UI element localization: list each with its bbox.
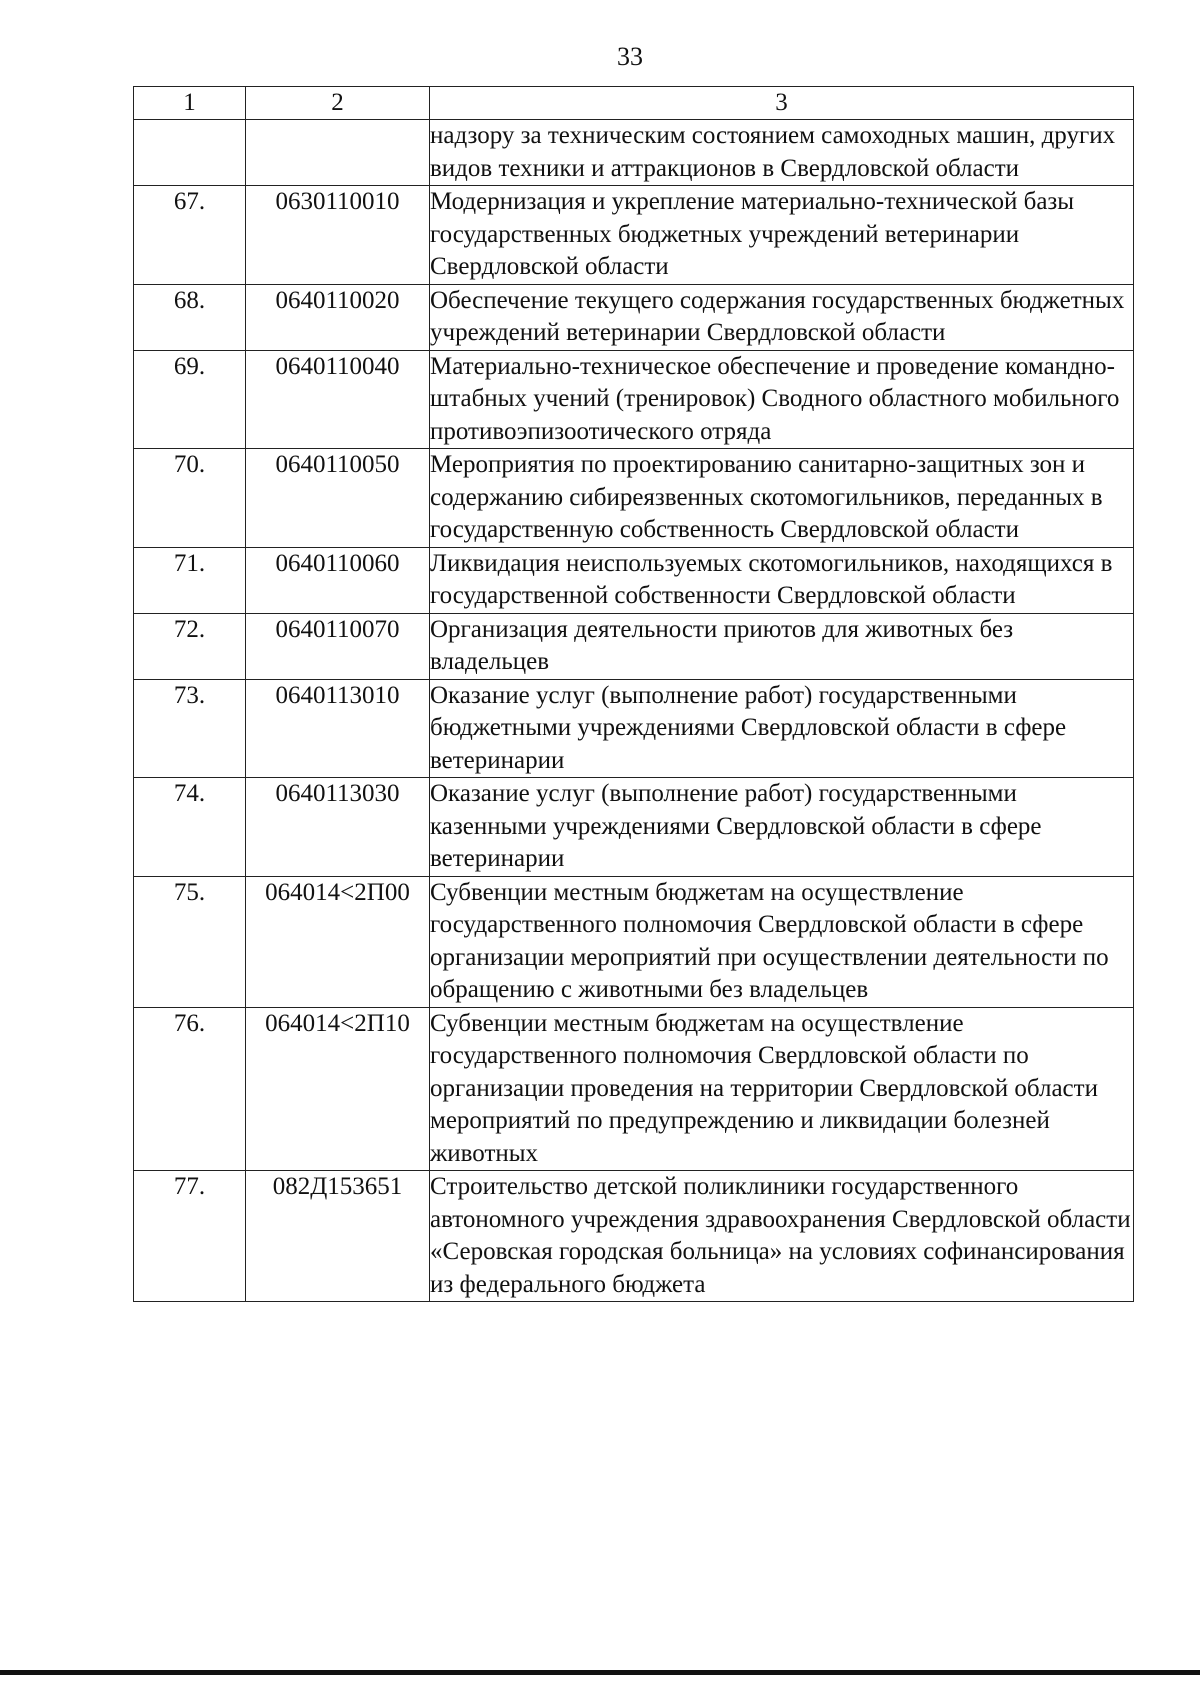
row-number: 68. [134,284,246,350]
page-bottom-border [0,1670,1200,1675]
row-code: 0640110070 [246,613,430,679]
column-header-code: 2 [246,87,430,120]
page-number: 33 [617,42,643,71]
row-description: надзору за техническим состоянием самоходных машин, других видов техники и аттракционов в Свердловской области [430,120,1134,186]
row-code: 0640113010 [246,679,430,778]
table-row [134,284,1134,350]
table-row [134,120,1134,186]
row-code: 0640110050 [246,449,430,548]
row-number: 75. [134,876,246,1007]
table-row [134,778,1134,877]
table-row [134,547,1134,613]
row-description: Обеспечение текущего содержания государственных бюджетных учреждений ветеринарии Свердловской области [430,284,1134,350]
row-code: 0640110040 [246,350,430,449]
table-row [134,1007,1134,1171]
row-number: 67. [134,186,246,285]
table-row [134,186,1134,285]
row-number: 69. [134,350,246,449]
row-description: Субвенции местным бюджетам на осуществление государственного полномочия Свердловской области по организации проведения на территории Свердловской области мероприятий по предупреждению и ликвидации болезней животных [430,1007,1134,1171]
table-row [134,876,1134,1007]
row-description: Мероприятия по проектированию санитарно-защитных зон и содержанию сибиреязвенных скотомогильников, переданных в государственную собственность Свердловской области [430,449,1134,548]
row-description: Ликвидация неиспользуемых скотомогильников, находящихся в государственной собственности Свердловской области [430,547,1134,613]
table-row [134,449,1134,548]
budget-classification-table [133,86,1134,1302]
row-description: Оказание услуг (выполнение работ) государственными бюджетными учреждениями Свердловской области в сфере ветеринарии [430,679,1134,778]
column-header-number: 1 [134,87,246,120]
row-number: 70. [134,449,246,548]
row-number: 74. [134,778,246,877]
row-number: 77. [134,1171,246,1302]
column-header-description: 3 [430,87,1134,120]
row-code: 082Д153651 [246,1171,430,1302]
table-row [134,613,1134,679]
row-description: Оказание услуг (выполнение работ) государственными казенными учреждениями Свердловской области в сфере ветеринарии [430,778,1134,877]
row-number: 72. [134,613,246,679]
row-number: 71. [134,547,246,613]
row-number: 76. [134,1007,246,1171]
row-code [246,120,430,186]
row-number: 73. [134,679,246,778]
row-number [134,120,246,186]
table-row [134,1171,1134,1302]
row-code: 0640110060 [246,547,430,613]
row-code: 0630110010 [246,186,430,285]
row-code: 064014<2П00 [246,876,430,1007]
table-row [134,679,1134,778]
row-code: 0640113030 [246,778,430,877]
row-description: Модернизация и укрепление материально-технической базы государственных бюджетных учреждений ветеринарии Свердловской области [430,186,1134,285]
table-header-row [134,87,1134,120]
row-code: 0640110020 [246,284,430,350]
row-description: Субвенции местным бюджетам на осуществление государственного полномочия Свердловской области в сфере организации мероприятий при осуществлении деятельности по обращению с животными без владельцев [430,876,1134,1007]
row-description: Материально-техническое обеспечение и проведение командно-штабных учений (тренировок) Сводного областного мобильного противоэпизоотического отряда [430,350,1134,449]
row-description: Строительство детской поликлиники государственного автономного учреждения здравоохранения Свердловской области «Серовская городская больница» на условиях софинансирования из федерального бюджета [430,1171,1134,1302]
row-description: Организация деятельности приютов для животных без владельцев [430,613,1134,679]
row-code: 064014<2П10 [246,1007,430,1171]
table-row [134,350,1134,449]
